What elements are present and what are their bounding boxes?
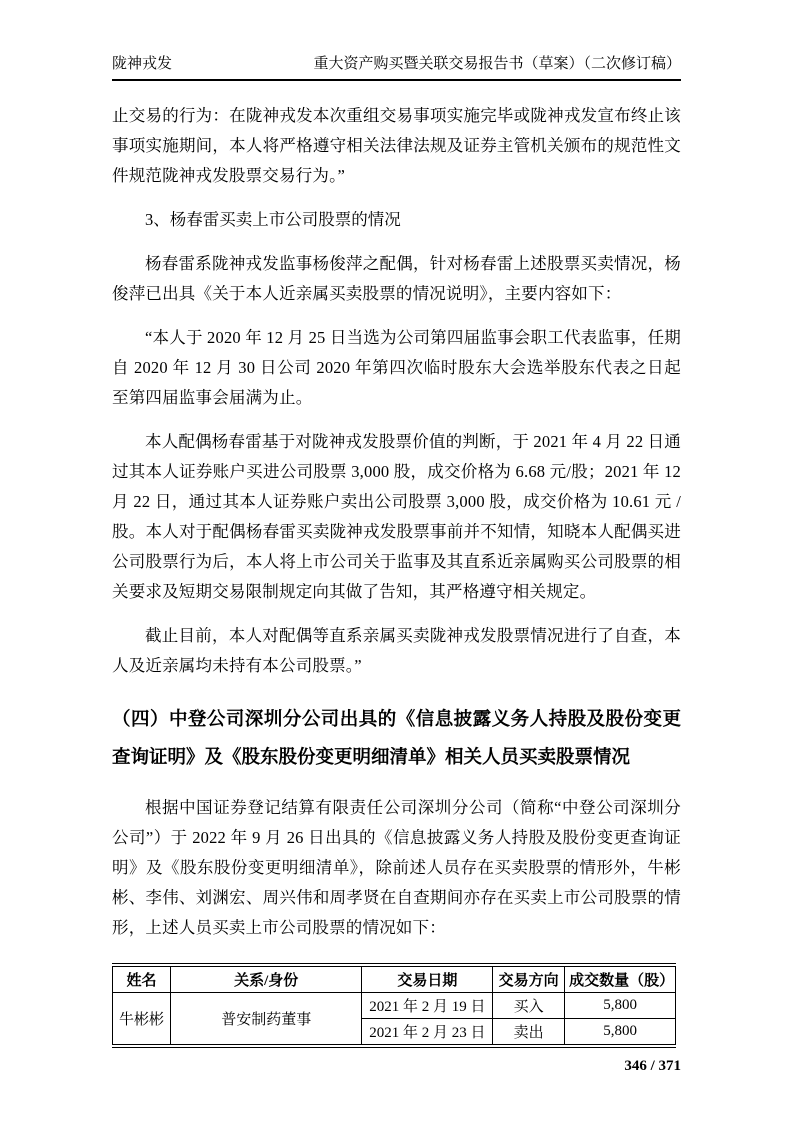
cell-direction: 买入 (493, 993, 565, 1019)
heading-item-3: 3、杨春雷买卖上市公司股票的情况 (145, 210, 401, 229)
cell-quantity: 5,800 (565, 993, 676, 1019)
heading-section-4: （四）中登公司深圳分公司出具的《信息披露义务人持股及股份变更查询证明》及《股东股份变更明细清单》相关人员买卖股票情况 (112, 708, 681, 767)
paragraph-quote-2: 本人配偶杨春雷基于对陇神戎发股票价值的判断，于 2021 年 4 月 22 日通过其本人证券账户买进公司股票 3,000 股，成交价格为 6.68 元/股；2021 年 12 月 22 日，通过其本人证券账户卖出公司股票 3,000 股，成交价格为 10.61 元 / 股。本人对于配偶杨春雷买卖陇神戎发股票事前并不知情，知晓本人配偶买进公司股票行为后，本人将上市公司关于监事及其直系近亲属购买公司股票的相关要求及短期交易限制规定向其做了告知，其严格遵守相关规定。 (112, 432, 681, 601)
paragraph-quote-1: “本人于 2020 年 12 月 25 日当选为公司第四届监事会职工代表监事，任期自 2020 年 12 月 30 日公司 2020 年第四次临时股东大会选举股东代表之日起至第四届监事会届满为止。 (112, 328, 681, 407)
col-header-date: 交易日期 (362, 965, 493, 993)
cell-date: 2021 年 2 月 23 日 (362, 1019, 493, 1047)
table-row (113, 993, 676, 1019)
document-body (112, 101, 681, 1075)
header-company-name: 陇神戎发 (112, 56, 173, 72)
paragraph-csdc: 根据中国证券登记结算有限责任公司深圳分公司（简称“中登公司深圳分公司”）于 2022 年 9 月 26 日出具的《信息披露义务人持股及股份变更查询证明》及《股东股份变更明细清单》，除前述人员存在买卖股票的情形外，牛彬彬、李伟、刘渊宏、周兴伟和周孝贤在自查期间亦存在买卖上市公司股票的情形，上述人员买卖上市公司股票的情况如下： (112, 798, 681, 937)
cell-date: 2021 年 2 月 19 日 (362, 993, 493, 1019)
col-header-relation: 关系/身份 (170, 965, 362, 993)
page-number: 346 / 371 (624, 1058, 681, 1074)
col-header-direction: 交易方向 (493, 965, 565, 993)
table-header-row (113, 965, 676, 993)
cell-direction: 卖出 (493, 1019, 565, 1047)
header-document-title: 重大资产购买暨关联交易报告书（草案）（二次修订稿） (313, 56, 681, 72)
cell-person-name: 牛彬彬 (113, 993, 171, 1047)
paragraph-continuation: 止交易的行为：在陇神戎发本次重组交易事项实施完毕或陇神戎发宣布终止该事项实施期间，本人将严格遵守相关法律法规及证券主管机关颁布的规范性文件规范陇神戎发股票交易行为。” (112, 106, 681, 185)
paragraph-spouse-intro: 杨春雷系陇神戎发监事杨俊萍之配偶，针对杨春雷上述股票买卖情况，杨俊萍已出具《关于本人近亲属买卖股票的情况说明》，主要内容如下： (112, 254, 681, 303)
cell-quantity: 5,800 (565, 1019, 676, 1047)
stock-trade-table (112, 963, 676, 1048)
col-header-name: 姓名 (113, 965, 171, 993)
col-header-quantity: 成交数量（股） (565, 965, 676, 993)
paragraph-quote-3: 截止目前，本人对配偶等直系亲属买卖陇神戎发股票情况进行了自查，本人及近亲属均未持有本公司股票。” (112, 626, 681, 675)
running-header (112, 54, 681, 81)
cell-relation: 普安制药董事 (170, 993, 362, 1047)
